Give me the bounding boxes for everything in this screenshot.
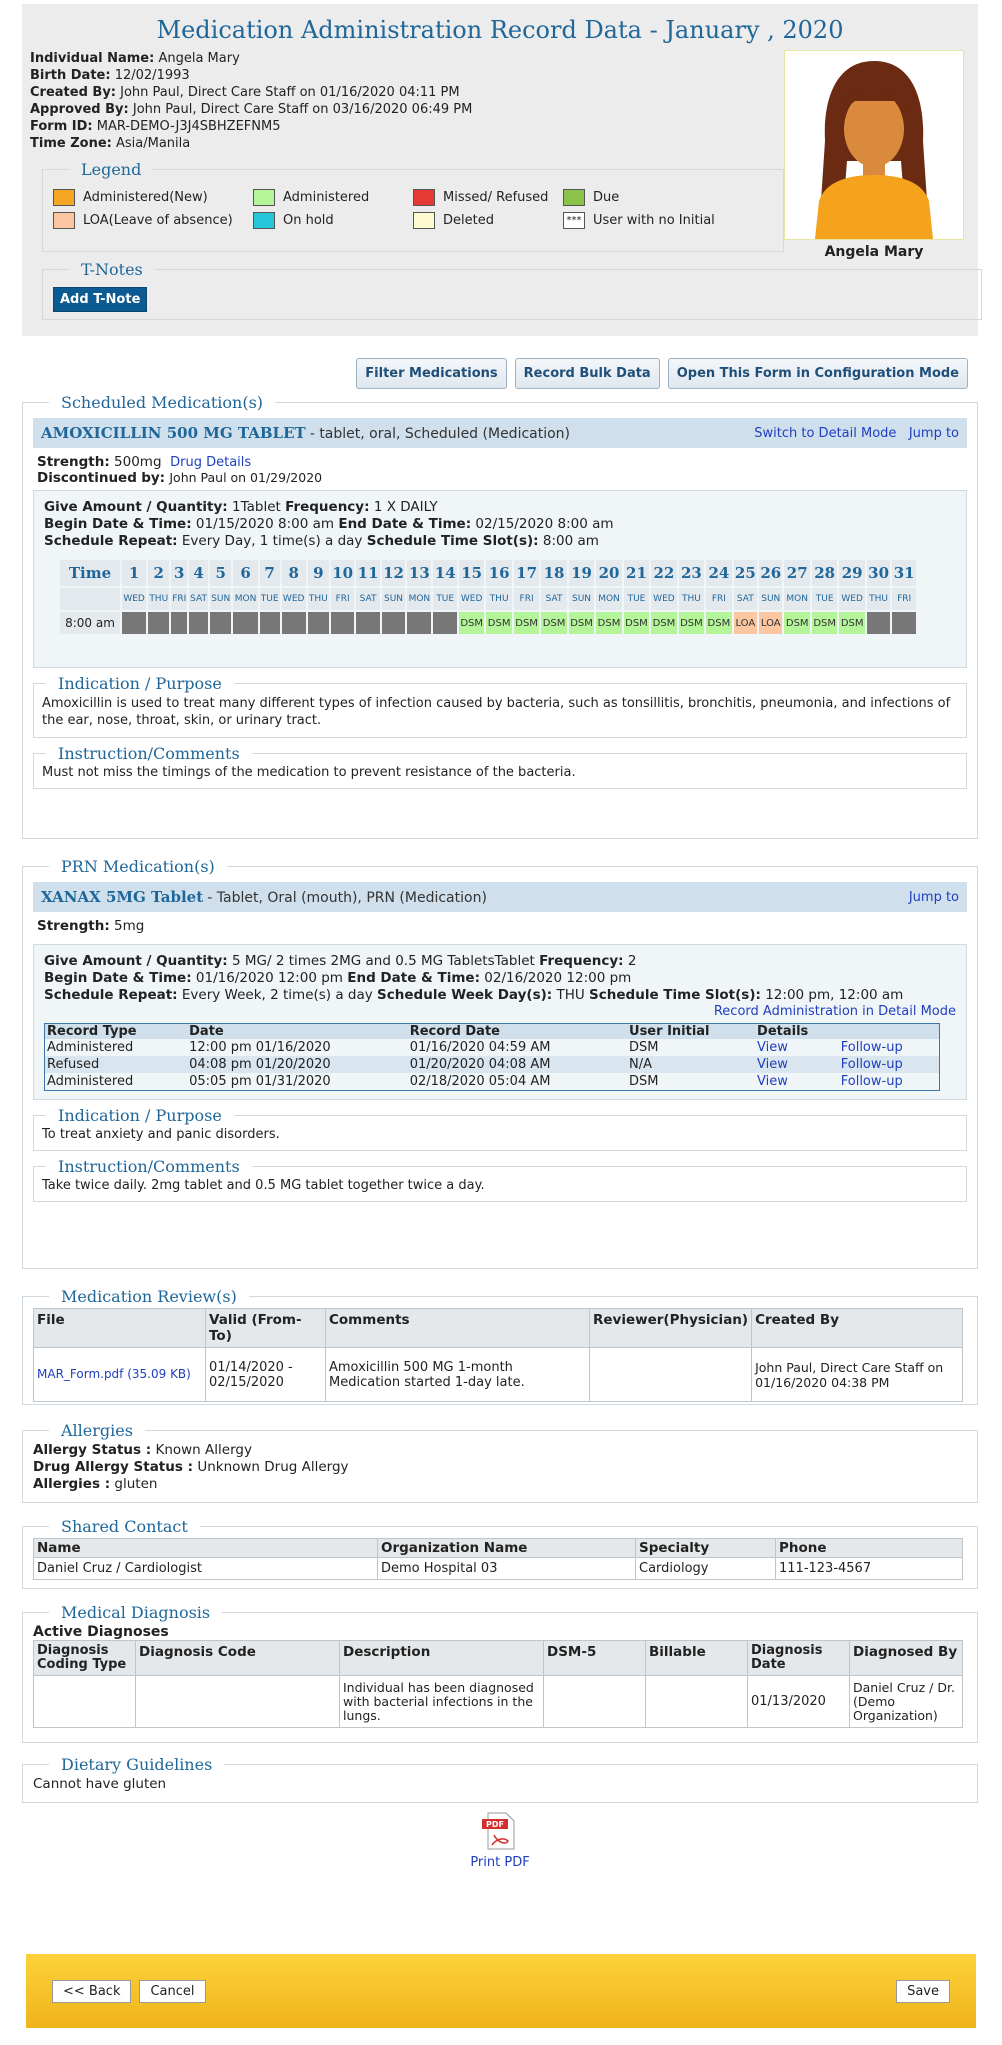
weekday-label: SUN — [210, 588, 231, 610]
prn-med-name[interactable]: XANAX 5MG Tablet — [41, 888, 204, 906]
table-row: Administered 05:05 pm 01/31/2020 02/18/2020 05:04 AM DSM View Follow-up — [47, 1073, 903, 1089]
weekday-label: MON — [233, 588, 257, 610]
legend-grid — [53, 189, 773, 229]
drug-allergy-status: Drug Allergy Status : Unknown Drug Allergy — [33, 1459, 349, 1475]
table-row: Refused 04:08 pm 01/20/2020 01/20/2020 04:08 AM N/A View Follow-up — [45, 1056, 940, 1073]
schedule-grid — [58, 558, 918, 636]
med-name[interactable]: AMOXICILLIN 500 MG TABLET — [41, 424, 306, 442]
med-sub: - tablet, oral, Scheduled (Medication) — [309, 426, 571, 442]
schedule-cell[interactable] — [171, 612, 187, 634]
legend-box — [42, 160, 784, 252]
follow-up-link[interactable]: Follow-up — [840, 1057, 903, 1072]
schedule-cell[interactable]: DSM — [812, 612, 837, 634]
indication-box — [33, 674, 967, 738]
schedule-cell[interactable] — [433, 612, 456, 634]
day-header: 10 — [331, 560, 354, 586]
schedule-cell[interactable]: DSM — [459, 612, 484, 634]
save-button[interactable]: Save — [896, 1980, 950, 2003]
schedule-cell[interactable]: DSM — [839, 612, 864, 634]
med-strength: Strength: 500mg Drug Details Discontinued by: John Paul on 01/29/2020 — [37, 454, 323, 486]
dietary-guidelines — [22, 1755, 978, 1803]
weekday-label: MON — [784, 588, 809, 610]
weekday-label: SUN — [759, 588, 782, 610]
pdf-icon[interactable] — [480, 1811, 520, 1851]
form-wrapper — [22, 0, 978, 1870]
weekday-label: FRI — [171, 588, 187, 610]
schedule-cell[interactable] — [233, 612, 257, 634]
meta-approved: Approved By: John Paul, Direct Care Staff on 03/16/2020 06:49 PM — [30, 102, 473, 117]
schedule-cell[interactable]: DSM — [569, 612, 594, 634]
meta-birth: Birth Date: 12/02/1993 — [30, 68, 190, 83]
weekday-label: SAT — [734, 588, 757, 610]
legend-item: Due — [563, 189, 763, 206]
weekday-label: TUE — [260, 588, 280, 610]
weekday-label: THU — [148, 588, 169, 610]
prn-details: Give Amount / Quantity: 5 MG/ 2 times 2MG and 0.5 MG TabletsTablet Frequency: 2 Begin Date & Time: 01/16/2020 12:00 pm End Date & Time: 02/16/2020 12:00 pm Schedule Repeat: Every Week, 2 time(s) a day Schedule Week Day(s): THU Schedule Time Slot(s): 12:00 pm, 12:00 am Record Administration in Detail Mode Record Type Date Record Date User Initial Details Administered 12:00 pm 01/16/2020 01/16/2020 04:59 AM DSM View Follow-up Refused 04:08 pm 01/20/2020 01/20/2020 04:08 AM N/A View Follow-up Administered 05:05 pm 01/31/2020 02/18/2020 05:04 AM DSM View Follow-up — [33, 944, 967, 1100]
indication-title: Indication / Purpose — [58, 674, 222, 693]
prn-instruction-title: Instruction/Comments — [58, 1157, 240, 1176]
color-swatch — [563, 189, 585, 206]
medication-review — [22, 1287, 978, 1405]
weekday-label: SAT — [356, 588, 379, 610]
weekday-label: MON — [407, 588, 431, 610]
legend-item: Missed/ Refused — [413, 189, 563, 206]
prn-jump-to-link[interactable]: Jump to — [908, 889, 959, 905]
meta-name: Individual Name: Angela Mary — [30, 51, 240, 66]
day-header: 16 — [486, 560, 511, 586]
day-header: 2 — [148, 560, 169, 586]
follow-up-link[interactable]: Follow-up — [840, 1040, 903, 1055]
day-header: 18 — [541, 560, 566, 586]
schedule-cell[interactable] — [260, 612, 280, 634]
drug-details-link[interactable]: Drug Details — [170, 455, 252, 470]
prn-strength: Strength: 5mg — [37, 918, 145, 934]
weekday-label: WED — [651, 588, 676, 610]
table-row: Daniel Cruz / Cardiologist Demo Hospital 03 Cardiology 111-123-4567 — [34, 1558, 963, 1580]
contact-title: Shared Contact — [61, 1517, 188, 1536]
weekday-label: FRI — [331, 588, 354, 610]
day-header: 1 — [122, 560, 146, 586]
switch-detail-link[interactable]: Switch to Detail Mode — [754, 425, 897, 441]
prn-title: PRN Medication(s) — [61, 857, 215, 876]
record-detail-mode-link[interactable]: Record Administration in Detail Mode — [713, 1004, 956, 1019]
svg-text:PDF: PDF — [486, 1820, 504, 1829]
day-header: 17 — [514, 560, 539, 586]
weekday-label: WED — [282, 588, 306, 610]
indication-text: Amoxicillin is used to treat many different types of infection caused by bacteria, such as tonsillitis, bronchitis, pneumonia, and infections of the ear, nose, throat, skin, or urinary tract. — [42, 696, 951, 728]
prn-indication-box — [33, 1106, 967, 1151]
schedule-cell[interactable] — [210, 612, 231, 634]
weekday-label: TUE — [812, 588, 837, 610]
time-header: Time — [60, 560, 120, 586]
color-swatch — [53, 189, 75, 206]
time-row-label: 8:00 am — [60, 612, 120, 634]
weekday-label: MON — [596, 588, 621, 610]
day-header: 12 — [382, 560, 405, 586]
schedule-cell[interactable] — [282, 612, 306, 634]
record-header-panel — [22, 0, 978, 336]
print-pdf-link[interactable]: Print PDF — [470, 1855, 530, 1870]
instruction-title: Instruction/Comments — [58, 744, 240, 763]
follow-up-link[interactable]: Follow-up — [840, 1073, 903, 1089]
schedule-cell[interactable]: DSM — [706, 612, 731, 634]
schedule-cell[interactable]: LOA — [759, 612, 782, 634]
dietary-text: Cannot have gluten — [33, 1776, 167, 1792]
weekday-label: FRI — [514, 588, 539, 610]
schedule-cell[interactable] — [308, 612, 329, 634]
schedule-cell[interactable]: DSM — [651, 612, 676, 634]
day-header: 23 — [679, 560, 704, 586]
color-swatch — [413, 189, 435, 206]
schedule-cell[interactable] — [892, 612, 916, 634]
dietary-title: Dietary Guidelines — [61, 1755, 213, 1774]
scheduled-title: Scheduled Medication(s) — [61, 393, 264, 412]
prn-medications — [22, 857, 978, 1269]
day-header: 13 — [407, 560, 431, 586]
schedule-cell[interactable] — [867, 612, 890, 634]
schedule-cell[interactable] — [148, 612, 169, 634]
file-link[interactable]: MAR_Form.pdf (35.09 KB) — [37, 1367, 191, 1381]
day-header: 5 — [210, 560, 231, 586]
weekday-label: THU — [308, 588, 329, 610]
day-header: 9 — [308, 560, 329, 586]
footer-bar — [26, 1954, 976, 2028]
day-header: 26 — [759, 560, 782, 586]
tnotes-box — [42, 260, 982, 320]
schedule-details: Give Amount / Quantity: 1Tablet Frequency: 1 X DAILY Begin Date & Time: 01/15/2020 8:00 am End Date & Time: 02/15/2020 8:00 am Schedule Repeat: Every Day, 1 time(s) a day Schedule Time Slot(s): 8:00 am Time 1 2 3 4 5 6 7 8 9 10 11 12 13 14 15 16 17 18 19 20 21 22 23 24 25 26 27 28 29 30 31 WED THU FRI SAT SUN MON TUE WED THU FRI SAT SUN MON TUE WED THU FRI SAT SUN MON TUE WED THU FRI SAT SUN MON TUE WED THU FRI 8:00 am DSM DSM DSM DSM DSM DSM DSM DSM DSM DSM LOA LOA DSM DSM DSM — [33, 490, 967, 668]
avatar-name: Angela Mary — [824, 244, 924, 260]
weekday-label: WED — [122, 588, 146, 610]
weekday-label: SUN — [569, 588, 594, 610]
instruction-box — [33, 744, 967, 789]
color-swatch — [253, 189, 275, 206]
schedule-cell[interactable]: DSM — [784, 612, 809, 634]
legend-item: *** User with no Initial — [563, 212, 763, 229]
weekday-label: FRI — [706, 588, 731, 610]
day-header: 30 — [867, 560, 890, 586]
day-header: 24 — [706, 560, 731, 586]
schedule-cell[interactable] — [407, 612, 431, 634]
weekday-label: WED — [839, 588, 864, 610]
cancel-button[interactable]: Cancel — [139, 1980, 205, 2003]
schedule-cell[interactable] — [331, 612, 354, 634]
prn-indication-text: To treat anxiety and panic disorders. — [42, 1127, 280, 1142]
view-link[interactable]: View — [757, 1057, 788, 1072]
day-header: 7 — [260, 560, 280, 586]
weekday-label: THU — [867, 588, 890, 610]
day-header: 27 — [784, 560, 809, 586]
weekday-label: TUE — [624, 588, 649, 610]
add-tnote-button[interactable]: Add T-Note — [53, 287, 147, 312]
prn-instruction-text: Take twice daily. 2mg tablet and 0.5 MG tablet together twice a day. — [42, 1178, 485, 1193]
legend-title: Legend — [81, 160, 142, 179]
day-header: 21 — [624, 560, 649, 586]
weekday-label: THU — [679, 588, 704, 610]
schedule-cell[interactable] — [382, 612, 405, 634]
legend-item: Deleted — [413, 212, 563, 229]
allergies-title: Allergies — [61, 1421, 133, 1440]
view-link[interactable]: View — [757, 1073, 788, 1089]
schedule-cell[interactable]: DSM — [486, 612, 511, 634]
day-header: 6 — [233, 560, 257, 586]
day-header: 15 — [459, 560, 484, 586]
contact-table: Name Organization Name Specialty Phone Daniel Cruz / Cardiologist Demo Hospital 03 Cardiology 111-123-4567 — [33, 1538, 963, 1580]
color-swatch — [253, 212, 275, 229]
no-initial-swatch: *** — [563, 212, 585, 229]
color-swatch — [413, 212, 435, 229]
back-button[interactable]: << Back — [52, 1980, 131, 2003]
allergies — [22, 1421, 978, 1503]
toolbar — [22, 336, 978, 389]
configuration-mode-button[interactable]: Open This Form in Configuration Mode — [668, 358, 968, 389]
review-table: File Valid (From-To) Comments Reviewer(Physician) Created By MAR_Form.pdf (35.09 KB) 01/14/2020 - 02/15/2020 Amoxicillin 500 MG 1-month Medication started 1-day late. John Paul, Direct Care Staff on 01/16/2020 04:38 PM — [33, 1308, 963, 1402]
legend-item: Administered(New) — [53, 189, 253, 206]
print-pdf[interactable] — [22, 1811, 978, 1870]
scheduled-medications — [22, 393, 978, 839]
legend-item: Administered — [253, 189, 413, 206]
instruction-text: Must not miss the timings of the medication to prevent resistance of the bacteria. — [42, 765, 576, 780]
legend-item: On hold — [253, 212, 413, 229]
day-header: 8 — [282, 560, 306, 586]
allergy-status: Allergy Status : Known Allergy — [33, 1442, 252, 1458]
day-header: 22 — [651, 560, 676, 586]
day-header: 3 — [171, 560, 187, 586]
shared-contact — [22, 1517, 978, 1589]
schedule-cell[interactable]: DSM — [624, 612, 649, 634]
weekday-label: SUN — [382, 588, 405, 610]
jump-to-link[interactable]: Jump to — [908, 425, 959, 441]
legend-item: LOA(Leave of absence) — [53, 212, 253, 229]
med-header — [33, 418, 967, 448]
weekday-label: THU — [486, 588, 511, 610]
day-header: 28 — [812, 560, 837, 586]
allergy-list: Allergies : gluten — [33, 1476, 158, 1492]
meta-form-id: Form ID: MAR-DEMO-J3J4SBHZEFNM5 — [30, 119, 281, 134]
table-row: MAR_Form.pdf (35.09 KB) 01/14/2020 - 02/15/2020 Amoxicillin 500 MG 1-month Medication started 1-day late. John Paul, Direct Care Staff on 01/16/2020 04:38 PM — [34, 1348, 963, 1402]
prn-record-table: Record Type Date Record Date User Initial Details Administered 12:00 pm 01/16/2020 01/16/2020 04:59 AM DSM View Follow-up Refused 04:08 pm 01/20/2020 01/20/2020 04:08 AM N/A View Follow-up Administered 05:05 pm 01/31/2020 02/18/2020 05:04 AM DSM View Follow-up — [44, 1023, 940, 1091]
diagnosis-title: Medical Diagnosis — [61, 1603, 211, 1622]
page-title: Medication Administration Record Data - January , 2020 — [156, 16, 844, 44]
schedule-cell[interactable]: DSM — [596, 612, 621, 634]
day-header: 20 — [596, 560, 621, 586]
avatar — [784, 50, 964, 240]
table-row: Administered 12:00 pm 01/16/2020 01/16/2020 04:59 AM DSM View Follow-up — [47, 1040, 903, 1055]
weekday-label: SAT — [541, 588, 566, 610]
color-swatch — [53, 212, 75, 229]
prn-header — [33, 882, 967, 912]
table-row: Individual has been diagnosed with bacterial infections in the lungs. 01/13/2020 Daniel Cruz / Dr. (Demo Organization) — [34, 1676, 963, 1728]
filter-medications-button[interactable]: Filter Medications — [356, 358, 506, 389]
schedule-cell[interactable]: DSM — [679, 612, 704, 634]
record-bulk-data-button[interactable]: Record Bulk Data — [515, 358, 660, 389]
meta-timezone: Time Zone: Asia/Manila — [30, 136, 191, 151]
prn-indication-title: Indication / Purpose — [58, 1106, 222, 1125]
schedule-cell[interactable] — [122, 612, 146, 634]
schedule-cell[interactable]: DSM — [514, 612, 539, 634]
schedule-cell[interactable] — [189, 612, 208, 634]
weekday-label: SAT — [189, 588, 208, 610]
day-header: 4 — [189, 560, 208, 586]
diagnosis-table: Diagnosis Coding Type Diagnosis Code Description DSM-5 Billable Diagnosis Date Diagnosed By Individual has been diagnosed with bacterial infections in the lungs. 01/13/2020 Daniel Cruz / Dr. (Demo Organization) — [33, 1640, 963, 1728]
day-header: 11 — [356, 560, 379, 586]
review-title: Medication Review(s) — [61, 1287, 237, 1306]
weekday-label: WED — [459, 588, 484, 610]
day-header: 14 — [433, 560, 456, 586]
medical-diagnosis — [22, 1603, 978, 1743]
day-header: 31 — [892, 560, 916, 586]
day-header: 19 — [569, 560, 594, 586]
schedule-cell[interactable]: LOA — [734, 612, 757, 634]
tnotes-title: T-Notes — [81, 260, 143, 279]
schedule-cell[interactable]: DSM — [541, 612, 566, 634]
meta-created: Created By: John Paul, Direct Care Staff on 01/16/2020 04:11 PM — [30, 85, 460, 100]
weekday-label: TUE — [433, 588, 456, 610]
weekday-label: FRI — [892, 588, 916, 610]
prn-sub: - Tablet, Oral (mouth), PRN (Medication) — [207, 890, 487, 906]
prn-instruction-box — [33, 1157, 967, 1202]
active-diagnoses-label: Active Diagnoses — [33, 1624, 169, 1640]
day-header: 29 — [839, 560, 864, 586]
day-header: 25 — [734, 560, 757, 586]
view-link[interactable]: View — [757, 1040, 788, 1055]
schedule-cell[interactable] — [356, 612, 379, 634]
